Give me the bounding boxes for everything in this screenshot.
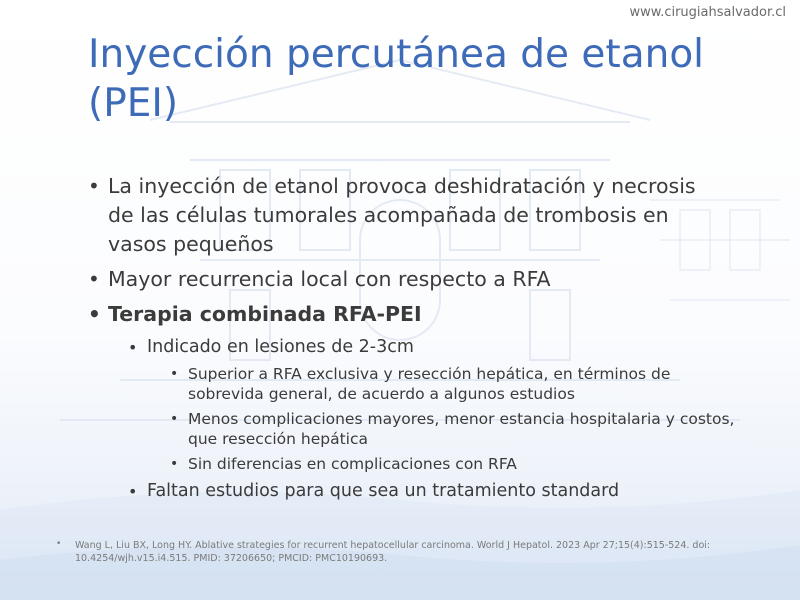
reference-bullet-icon: • — [56, 539, 62, 549]
bullet-item — [0, 265, 708, 294]
bullet-text: Sin diferencias en complicaciones con RFA — [188, 455, 517, 473]
bullet-dot-icon: • — [128, 338, 138, 357]
bullet-dot-icon: • — [170, 456, 179, 472]
bullet-text: Superior a RFA exclusiva y resección hepática, en términos de sobrevida general, de acuerdo a algunos estudios — [188, 365, 671, 403]
bullet-text: Mayor recurrencia local con respecto a RFA — [108, 267, 551, 291]
slide-title: Inyección percutánea de etanol (PEI) — [88, 32, 705, 126]
bullet-dot-icon: • — [170, 411, 179, 427]
bullet-item — [0, 300, 708, 329]
bullet-list — [0, 172, 800, 508]
bullet-text: Terapia combinada RFA-PEI — [108, 302, 422, 326]
bullet-dot-icon: • — [88, 174, 100, 198]
bullet-text: Faltan estudios para que sea un tratamiento standard — [147, 481, 620, 501]
bullet-dot-icon: • — [170, 366, 179, 382]
bullet-item — [0, 479, 737, 504]
bullet-item — [0, 409, 748, 449]
bullet-text: La inyección de etanol provoca deshidratación y necrosis de las células tumorales acompañada de trombosis en vasos pequeños — [108, 174, 696, 256]
bullet-dot-icon: • — [128, 482, 138, 501]
website-url: www.cirugiahsalvador.cl — [629, 5, 786, 20]
bullet-text: Menos complicaciones mayores, menor estancia hospitalaria y costos, que resección hepática — [188, 410, 735, 448]
bullet-item — [0, 335, 737, 360]
reference-citation: Wang L, Liu BX, Long HY. Ablative strategies for recurrent hepatocellular carcinoma. World J Hepatol. 2023 Apr 27;15(4):515-524. doi: 10.4254/wjh.v15.i4.515. PMID: 37206650; PMCID: PMC10190693. — [75, 540, 711, 564]
bullet-item — [0, 172, 708, 259]
bullet-item — [0, 454, 748, 474]
bullet-dot-icon: • — [88, 267, 100, 291]
bullet-item — [0, 364, 748, 404]
bullet-text: Indicado en lesiones de 2-3cm — [147, 337, 414, 357]
bullet-dot-icon: • — [88, 302, 101, 326]
